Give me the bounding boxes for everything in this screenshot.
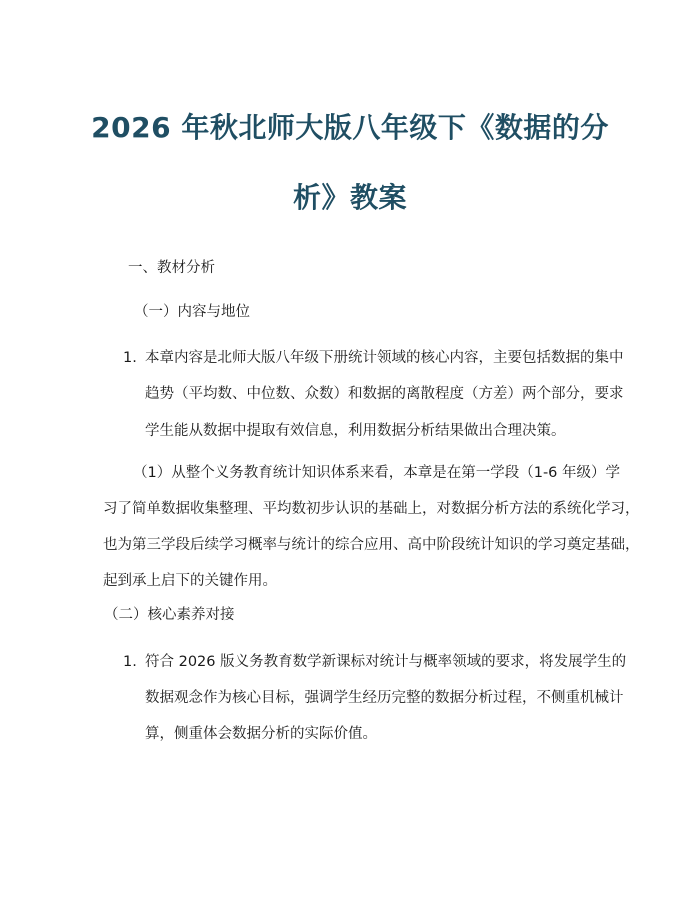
- item2-line-1: 符合 2026 版义务教育数学新课标对统计与概率领域的要求，将发展学生的: [145, 654, 627, 670]
- section-heading-textbook-analysis: 一、教材分析: [128, 260, 215, 276]
- item2-line-2: 数据观念作为核心目标，强调学生经历完整的数据分析过程，不侧重机械计: [145, 690, 624, 706]
- document-title-line-2: 析》教案: [292, 181, 407, 214]
- para1-line-2: 习了简单数据收集整理、平均数初步认识的基础上，对数据分析方法的系统化学习，: [103, 501, 640, 517]
- para1-line-3: 也为第三学段后续学习概率与统计的综合应用、高中阶段统计知识的学习奠定基础，: [103, 537, 640, 553]
- subsection-heading-core-literacy: （二）核心素养对接: [104, 607, 235, 623]
- subsection-heading-content-position: （一）内容与地位: [134, 304, 250, 320]
- item1-line-1: 本章内容是北师大版八年级下册统计领域的核心内容，主要包括数据的集中: [145, 350, 624, 366]
- list-item-number: 1.: [123, 654, 137, 670]
- item1-line-3: 学生能从数据中提取有效信息，利用数据分析结果做出合理决策。: [145, 423, 566, 439]
- item2-line-3: 算，侧重体会数据分析的实际价值。: [145, 726, 377, 742]
- item1-line-2: 趋势（平均数、中位数、众数）和数据的离散程度（方差）两个部分，要求: [145, 386, 624, 402]
- para1-line-4: 起到承上启下的关键作用。: [103, 573, 277, 589]
- list-item-number: 1.: [123, 350, 137, 366]
- document-title-line-1: 2026 年秋北师大版八年级下《数据的分: [91, 111, 609, 144]
- para1-line-1: （1）从整个义务教育统计知识体系来看，本章是在第一学段（1-6 年级）学: [133, 465, 621, 481]
